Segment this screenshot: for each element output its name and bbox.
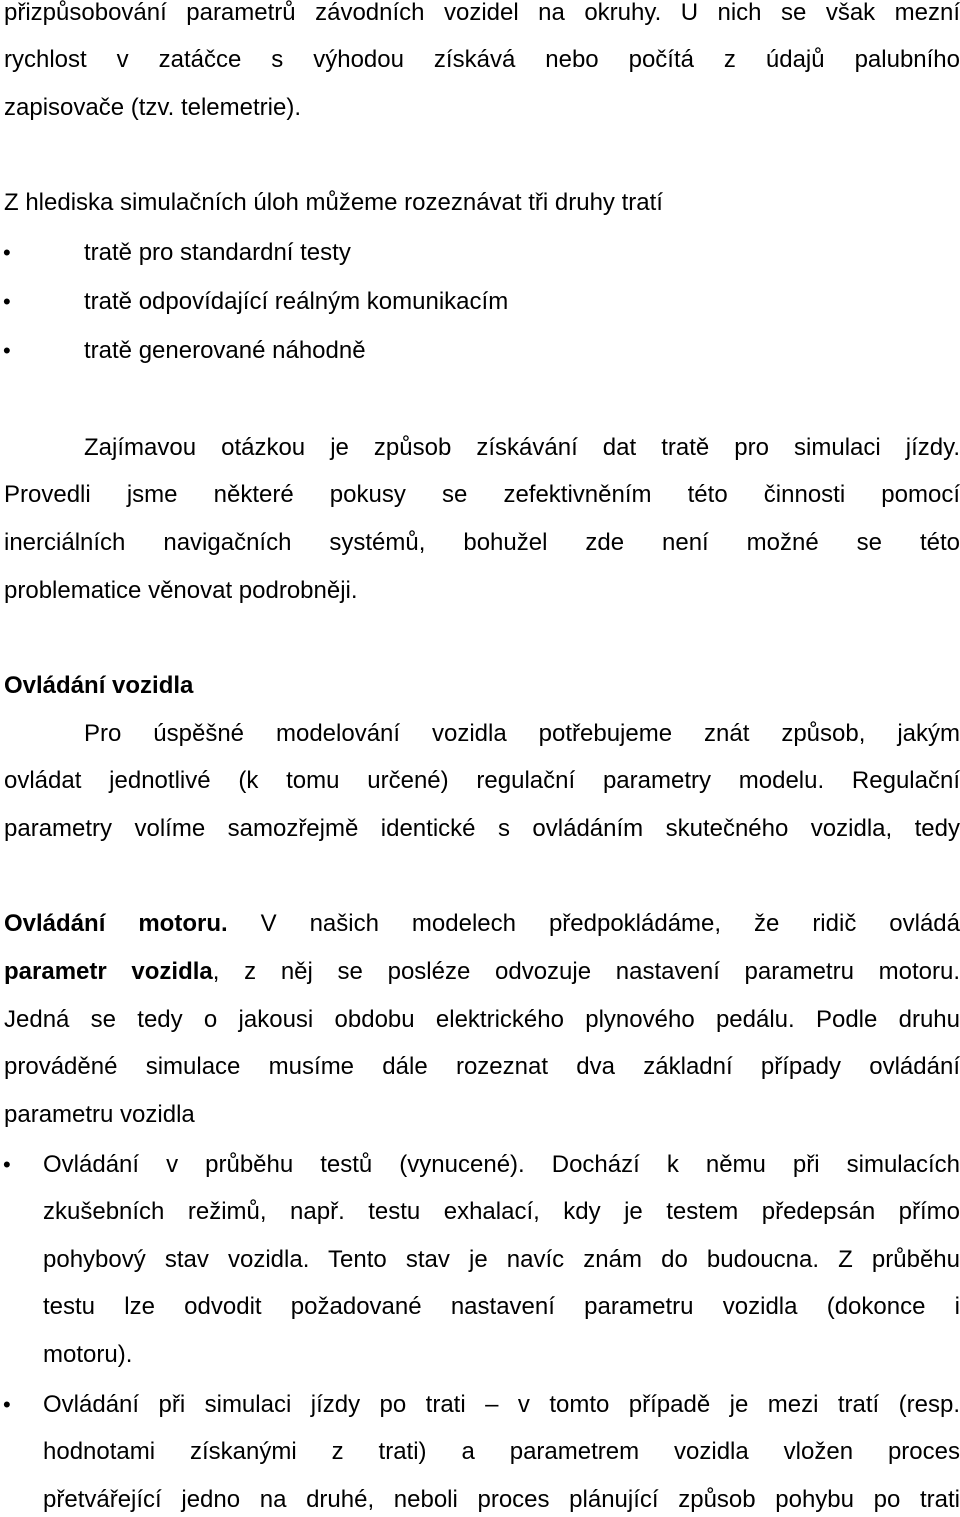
track-item-standard-tests: tratě pro standardní testy	[84, 239, 351, 266]
engine-line-2-text: , z něj se posléze odvozuje nastavení parametru motoru.	[212, 958, 960, 985]
bullet-icon: •	[3, 289, 11, 314]
engine-line-2	[4, 957, 960, 987]
bullet-icon: •	[3, 1392, 11, 1417]
bullet-icon: •	[3, 240, 11, 265]
case2-line-3: přetvářející jedno na druhé, neboli proces plánující způsob pohybu po trati	[43, 1486, 960, 1513]
intro-line-3: zapisovače (tzv. telemetrie).	[4, 94, 301, 121]
tracks-heading: Z hlediska simulačních úloh můžeme rozeznávat tři druhy tratí	[4, 189, 663, 216]
case1-line-3: pohybový stav vozidla. Tento stav je navíc znám do budoucna. Z průběhu	[43, 1246, 960, 1273]
engine-line-5: parametru vozidla	[4, 1101, 195, 1128]
engine-line-4: prováděné simulace musíme dále rozeznat dva základní případy ovládání	[4, 1053, 960, 1080]
track-item-real-roads: tratě odpovídající reálným komunikacím	[84, 288, 509, 315]
section-heading-vehicle-control: Ovládání vozidla	[4, 672, 194, 699]
engine-line-1-text: V našich modelech předpokládáme, že ridič ovládá	[227, 910, 960, 937]
case2-line-2: hodnotami získanými z trati) a parametrem vozidla vložen proces	[43, 1438, 960, 1465]
case1-line-2: zkušebních režimů, např. testu exhalací, kdy je testem předepsán přímo	[43, 1198, 960, 1225]
control-line-3: parametry volíme samozřejmě identické s ovládáním skutečného vozidla, tedy	[4, 815, 960, 842]
engine-control-term: Ovládání motoru.	[4, 910, 228, 937]
bullet-icon: •	[3, 338, 11, 363]
acquisition-line-3: inerciálních navigačních systémů, bohužel zde není možné se této	[4, 529, 960, 556]
engine-line-1	[4, 909, 960, 939]
track-item-random: tratě generované náhodně	[84, 337, 366, 364]
vehicle-parameter-term: parametr vozidla	[4, 958, 213, 985]
intro-line-2: rychlost v zatáčce s výhodou získává nebo počítá z údajů palubního	[4, 46, 960, 73]
control-line-1: Pro úspěšné modelování vozidla potřebujeme znát způsob, jakým	[84, 720, 960, 747]
acquisition-line-4: problematice věnovat podrobněji.	[4, 577, 358, 604]
case1-line-5: motoru).	[43, 1341, 133, 1368]
acquisition-line-1: Zajímavou otázkou je způsob získávání dat tratě pro simulaci jízdy.	[84, 434, 960, 461]
engine-line-3: Jedná se tedy o jakousi obdobu elektrického plynového pedálu. Podle druhu	[4, 1006, 960, 1033]
case1-line-4: testu lze odvodit požadované nastavení parametru vozidla (dokonce i	[43, 1293, 960, 1320]
intro-line-1: přizpůsobování parametrů závodních vozidel na okruhy. U nich se však mezní	[4, 0, 960, 26]
bullet-icon: •	[3, 1152, 11, 1177]
case2-line-1: Ovládání při simulaci jízdy po trati – v tomto případě je mezi tratí (resp.	[43, 1391, 960, 1418]
control-line-2: ovládat jednotlivé (k tomu určené) regulační parametry modelu. Regulační	[4, 767, 960, 794]
case1-line-1: Ovládání v průběhu testů (vynucené). Dochází k němu při simulacích	[43, 1151, 960, 1178]
acquisition-line-2: Provedli jsme některé pokusy se zefektivněním této činnosti pomocí	[4, 481, 960, 508]
